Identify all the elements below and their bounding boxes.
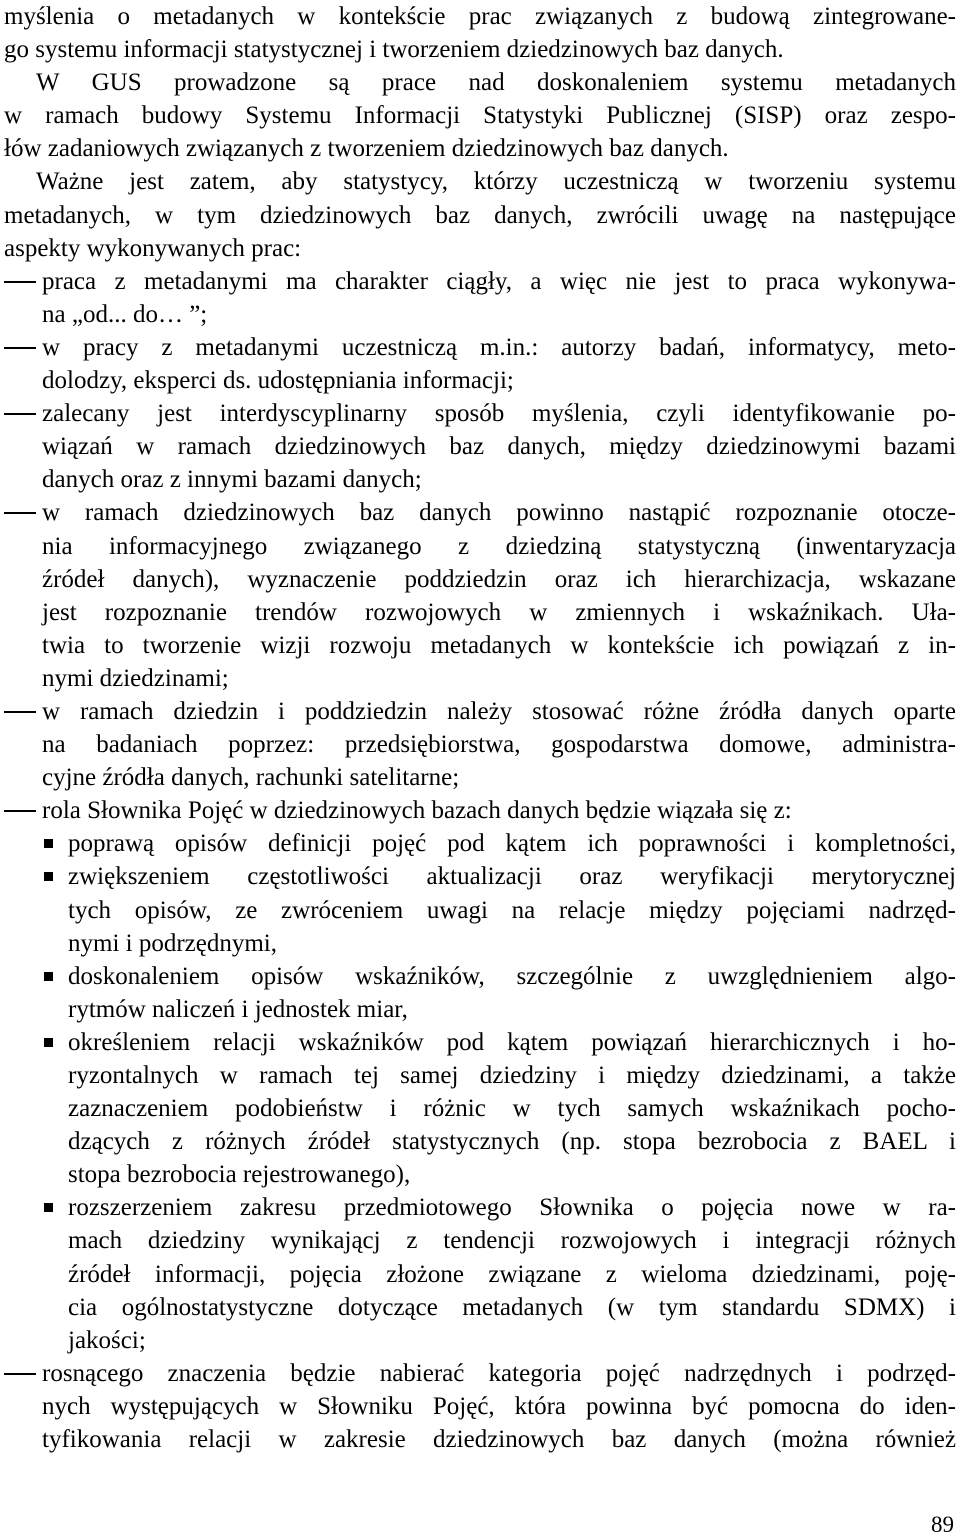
dash-bullet-icon xyxy=(4,281,36,283)
line-text: stopa bezrobocia rejestrowanego), xyxy=(68,1161,411,1189)
line-text: ryzontalnych w ramach tej samej dziedziny i między dziedzinami, a także xyxy=(68,1062,956,1089)
text-line xyxy=(4,695,956,728)
line-text: zaznaczeniem podobieństw i różnic w tych samych wskaźnikach pocho- xyxy=(68,1095,956,1123)
dash-bullet-icon xyxy=(4,347,36,349)
line-text: go systemu informacji statystycznej i tworzeniem dziedzinowych baz danych. xyxy=(4,36,784,64)
text-line xyxy=(4,496,956,529)
dash-bullet-icon xyxy=(4,1373,36,1375)
dash-bullet-icon xyxy=(4,711,36,713)
line-text: rola Słownika Pojęć w dziedzinowych bazach danych będzie wiązała się z: xyxy=(42,797,792,825)
line-text: źródeł informacji, pojęcia złożone związane z wieloma dziedzinami, poję- xyxy=(68,1260,956,1288)
text-line xyxy=(4,1423,956,1456)
line-text: tych opisów, ze zwróceniem uwagi na relacje między pojęciami nadrzęd- xyxy=(68,896,956,924)
square-bullet-icon xyxy=(44,872,53,881)
dash-bullet-icon xyxy=(4,413,36,415)
text-line xyxy=(4,1258,956,1291)
document-page xyxy=(4,0,956,1456)
line-text: jakości; xyxy=(68,1326,146,1354)
text-line xyxy=(4,794,956,827)
text-line xyxy=(4,662,956,695)
text-line xyxy=(4,1125,956,1158)
line-text: rozszerzeniem zakresu przedmiotowego Słownika o pojęcia nowe w ra- xyxy=(68,1194,956,1222)
text-line xyxy=(4,1158,956,1191)
text-line xyxy=(4,199,956,232)
line-text: zalecany jest interdyscyplinarny sposób myślenia, czyli identyfikowanie po- xyxy=(42,400,956,428)
text-line xyxy=(4,430,956,463)
text-line xyxy=(4,33,956,66)
text-line xyxy=(4,397,956,430)
page-number: 89 xyxy=(931,1512,954,1537)
dash-bullet-icon xyxy=(4,810,36,812)
line-text: w pracy z metadanymi uczestniczą m.in.: autorzy badań, informatycy, meto- xyxy=(42,333,956,361)
line-text: łów zadaniowych związanych z tworzeniem dziedzinowych baz danych. xyxy=(4,135,729,163)
text-line xyxy=(4,1026,956,1059)
line-text: nych występujących w Słowniku Pojęć, która powinna być pomocna do iden- xyxy=(42,1392,956,1420)
line-text: w ramach dziedzinowych baz danych powinno nastąpić rozpoznanie otocze- xyxy=(42,499,956,527)
line-text: wiązań w ramach dziedzinowych baz danych, między dziedzinowymi bazami xyxy=(42,433,956,461)
line-text: rytmów naliczeń i jednostek miar, xyxy=(68,995,408,1023)
line-text: danych oraz z innymi bazami danych; xyxy=(42,466,422,494)
line-text: źródeł danych), wyznaczenie poddziedzin oraz ich hierarchizacja, wskazane xyxy=(42,565,956,593)
square-bullet-icon xyxy=(44,1203,53,1212)
line-text: W GUS prowadzone są prace nad doskonaleniem systemu metadanych xyxy=(36,69,956,97)
line-text: Ważne jest zatem, aby statystycy, którzy uczestniczą w tworzeniu systemu xyxy=(36,168,956,196)
line-text: nymi dziedzinami; xyxy=(42,664,229,692)
line-text: metadanych, w tym dziedzinowych baz danych, zwrócili uwagę na następujące xyxy=(4,201,956,229)
text-line xyxy=(4,0,956,33)
line-text: zwiększeniem częstotliwości aktualizacji oraz weryfikacji merytorycznej xyxy=(68,863,956,891)
text-line xyxy=(4,1324,956,1357)
line-text: mach dziedziny wynikającj z tendencji rozwojowych i integracji różnych xyxy=(68,1227,956,1255)
text-line xyxy=(4,165,956,198)
text-line xyxy=(4,1357,956,1390)
text-line xyxy=(4,927,956,960)
text-line xyxy=(4,960,956,993)
line-text: dzących z różnych źródeł statystycznych (np. stopa bezrobocia z BAEL i xyxy=(68,1128,956,1156)
line-text: tyfikowania relacji w zakresie dziedzinowych baz danych (można również xyxy=(42,1426,956,1454)
line-text: nymi i podrzędnymi, xyxy=(68,929,277,957)
line-text: określeniem relacji wskaźników pod kątem powiązań hierarchicznych i ho- xyxy=(68,1028,956,1056)
text-line xyxy=(4,463,956,496)
line-text: w ramach dziedzin i poddziedzin należy stosować różne źródła danych oparte xyxy=(42,697,956,725)
text-line xyxy=(4,894,956,927)
line-text: aspekty wykonywanych prac: xyxy=(4,234,302,262)
text-line xyxy=(4,596,956,629)
text-line xyxy=(4,761,956,794)
text-line xyxy=(4,728,956,761)
line-text: myślenia o metadanych w kontekście prac związanych z budową zintegrowane- xyxy=(4,3,956,30)
line-text: praca z metadanymi ma charakter ciągły, a więc nie jest to praca wykonywa- xyxy=(42,267,956,295)
line-text: na badaniach poprzez: przedsiębiorstwa, gospodarstwa domowe, administra- xyxy=(42,731,956,759)
text-line xyxy=(4,1092,956,1125)
text-line xyxy=(4,66,956,99)
square-bullet-icon xyxy=(44,1038,53,1047)
text-line xyxy=(4,530,956,563)
text-line xyxy=(4,1390,956,1423)
line-text: cyjne źródła danych, rachunki satelitarne; xyxy=(42,764,460,792)
text-line xyxy=(4,232,956,265)
text-line xyxy=(4,629,956,662)
line-text: w ramach budowy Systemu Informacji Statystyki Publicznej (SISP) oraz zespo- xyxy=(4,102,956,130)
line-text: twia to tworzenie wizji rozwoju metadanych w kontekście ich powiązań z in- xyxy=(42,631,956,659)
line-text: na „od... do… ”; xyxy=(42,300,208,328)
text-line xyxy=(4,860,956,893)
square-bullet-icon xyxy=(44,839,53,848)
line-text: rosnącego znaczenia będzie nabierać kategoria pojęć nadrzędnych i podrzęd- xyxy=(42,1359,956,1387)
text-line xyxy=(4,99,956,132)
line-text: poprawą opisów definicji pojęć pod kątem ich poprawności i kompletności, xyxy=(68,830,956,858)
text-line xyxy=(4,331,956,364)
line-text: doskonaleniem opisów wskaźników, szczególnie z uwzględnieniem algo- xyxy=(68,962,956,990)
text-line xyxy=(4,993,956,1026)
text-line xyxy=(4,364,956,397)
square-bullet-icon xyxy=(44,972,53,981)
text-line xyxy=(4,1291,956,1324)
line-text: cia ogólnostatystyczne dotyczące metadanych (w tym standardu SDMX) i xyxy=(68,1293,956,1321)
text-line xyxy=(4,827,956,860)
text-line xyxy=(4,298,956,331)
text-line xyxy=(4,1059,956,1092)
text-line xyxy=(4,1224,956,1257)
line-text: jest rozpoznanie trendów rozwojowych w zmiennych i wskaźnikach. Uła- xyxy=(42,598,956,626)
text-line xyxy=(4,563,956,596)
line-text: nia informacyjnego związanego z dziedziną statystyczną (inwentaryzacja xyxy=(42,532,956,560)
dash-bullet-icon xyxy=(4,512,36,514)
text-line xyxy=(4,132,956,165)
line-text: dolodzy, eksperci ds. udostępniania informacji; xyxy=(42,367,514,395)
text-line xyxy=(4,1191,956,1224)
text-line xyxy=(4,265,956,298)
